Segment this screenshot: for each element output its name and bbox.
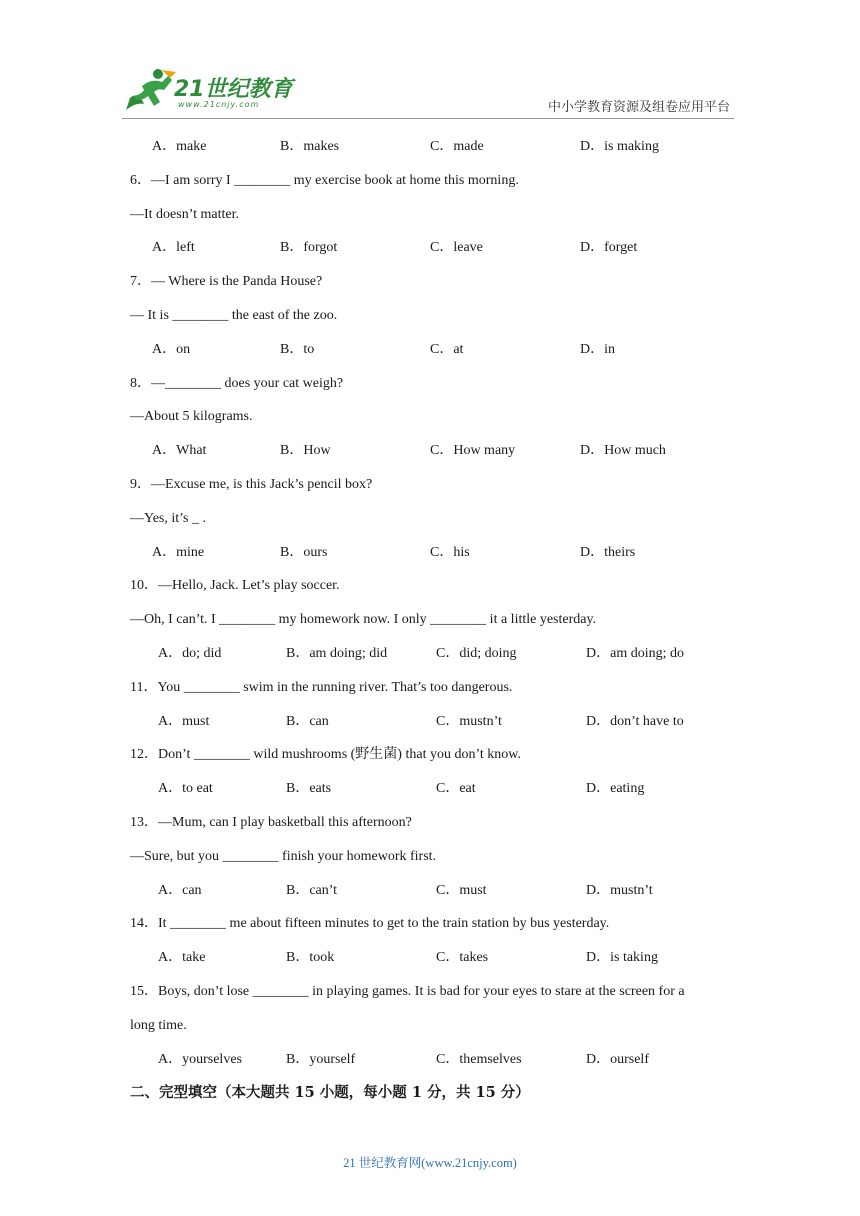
question-line: 7．— Where is the Panda House? xyxy=(130,274,323,290)
options-row xyxy=(130,536,740,570)
option-c: C．did; doing xyxy=(436,645,517,661)
question-line: 10．—Hello, Jack. Let’s play soccer. xyxy=(130,578,340,594)
option-d: D．is making xyxy=(580,139,659,154)
question-content xyxy=(130,130,740,1110)
options-row xyxy=(130,333,740,367)
option-c: C．themselves xyxy=(436,1051,522,1067)
option-a: A．can xyxy=(158,882,202,898)
page-header xyxy=(0,0,860,125)
options-row xyxy=(130,1043,740,1077)
option-a: A．take xyxy=(158,950,206,966)
option-b: B．eats xyxy=(286,781,332,797)
header-divider xyxy=(122,118,734,119)
question-line: 12．Don’t ________ wild mushrooms (野生菌) that you don’t know. xyxy=(130,747,521,763)
option-c: C．How many xyxy=(430,443,516,459)
option-b: B．can xyxy=(286,713,329,729)
option-d: D．forget xyxy=(580,240,638,256)
question-line: — It is ________ the east of the zoo. xyxy=(130,307,338,323)
option-a: A．make xyxy=(152,139,207,154)
option-d: D．theirs xyxy=(580,544,636,560)
option-a: A．yourselves xyxy=(158,1051,242,1067)
question-line: 8．—________ does your cat weigh? xyxy=(130,375,344,391)
option-a: A．on xyxy=(152,341,191,357)
question-line: long time. xyxy=(130,1017,187,1033)
option-c: C．eat xyxy=(436,781,476,797)
option-b: B．am doing; did xyxy=(286,645,388,661)
page-footer: 21 世纪教育网(www.21cnjy.com) xyxy=(343,1156,517,1170)
option-d: D．is taking xyxy=(586,950,658,966)
question-line: —Yes, it’s _ . xyxy=(130,510,206,526)
option-b: B．yourself xyxy=(286,1051,356,1067)
option-c: C．his xyxy=(430,544,470,560)
option-a: A．must xyxy=(158,713,210,729)
option-d: D．eating xyxy=(586,781,645,797)
options-row xyxy=(130,705,740,739)
logo xyxy=(122,66,292,116)
logo-url: www.21cnjy.com xyxy=(178,100,260,109)
question-line: 14．It ________ me about fifteen minutes to get to the train station by bus yesterday. xyxy=(130,916,610,932)
option-c: C．at xyxy=(430,341,464,357)
question-line: 11．You ________ swim in the running river. That’s too dangerous. xyxy=(130,679,513,695)
question-line: —Oh, I can’t. I ________ my homework now. I only ________ it a little yesterday. xyxy=(130,612,597,628)
option-a: A．left xyxy=(152,240,195,256)
option-d: D．don’t have to xyxy=(586,713,684,729)
option-b: B．makes xyxy=(280,139,340,154)
option-b: B．How xyxy=(280,443,331,459)
option-d: D．How much xyxy=(580,443,666,459)
question-line: —Sure, but you ________ finish your homework first. xyxy=(130,848,437,864)
option-c: C．made xyxy=(430,139,484,154)
header-platform-text: 中小学教育资源及组卷应用平台 xyxy=(547,100,730,115)
options-row xyxy=(130,130,740,164)
option-b: B．took xyxy=(286,950,335,966)
option-d: D．am doing; do xyxy=(586,645,684,661)
question-line: —About 5 kilograms. xyxy=(130,409,253,425)
option-b: B．forgot xyxy=(280,240,338,256)
options-row xyxy=(130,941,740,975)
option-a: A．do; did xyxy=(158,645,222,661)
option-c: C．mustn’t xyxy=(436,713,502,729)
runner-logo-icon xyxy=(122,66,178,114)
question-line: —It doesn’t matter. xyxy=(130,206,239,222)
question-line: 9．—Excuse me, is this Jack’s pencil box? xyxy=(130,476,373,492)
option-d: D．ourself xyxy=(586,1051,649,1067)
options-row xyxy=(130,772,740,806)
question-line: 6．—I am sorry I ________ my exercise book at home this morning. xyxy=(130,172,519,188)
option-a: A．What xyxy=(152,443,207,459)
options-row xyxy=(130,434,740,468)
option-d: D．in xyxy=(580,341,615,357)
logo-text: 21世纪教育 xyxy=(174,77,293,102)
options-row xyxy=(130,231,740,265)
question-line: 13．—Mum, can I play basketball this afternoon? xyxy=(130,814,412,830)
option-a: A．to eat xyxy=(158,781,213,797)
option-b: B．can’t xyxy=(286,882,338,898)
option-d: D．mustn’t xyxy=(586,882,653,898)
options-row xyxy=(130,637,740,671)
option-c: C．must xyxy=(436,882,487,898)
option-a: A．mine xyxy=(152,544,205,560)
option-c: C．leave xyxy=(430,240,483,256)
section-heading: 二、完型填空（本大题共 15 小题，每小题 1 分，共 15 分） xyxy=(130,1084,530,1102)
option-c: C．takes xyxy=(436,950,489,966)
option-b: B．to xyxy=(280,341,315,357)
option-b: B．ours xyxy=(280,544,328,560)
question-line: 15．Boys, don’t lose ________ in playing games. It is bad for your eyes to stare at the screen for a xyxy=(130,983,685,999)
options-row xyxy=(130,874,740,908)
